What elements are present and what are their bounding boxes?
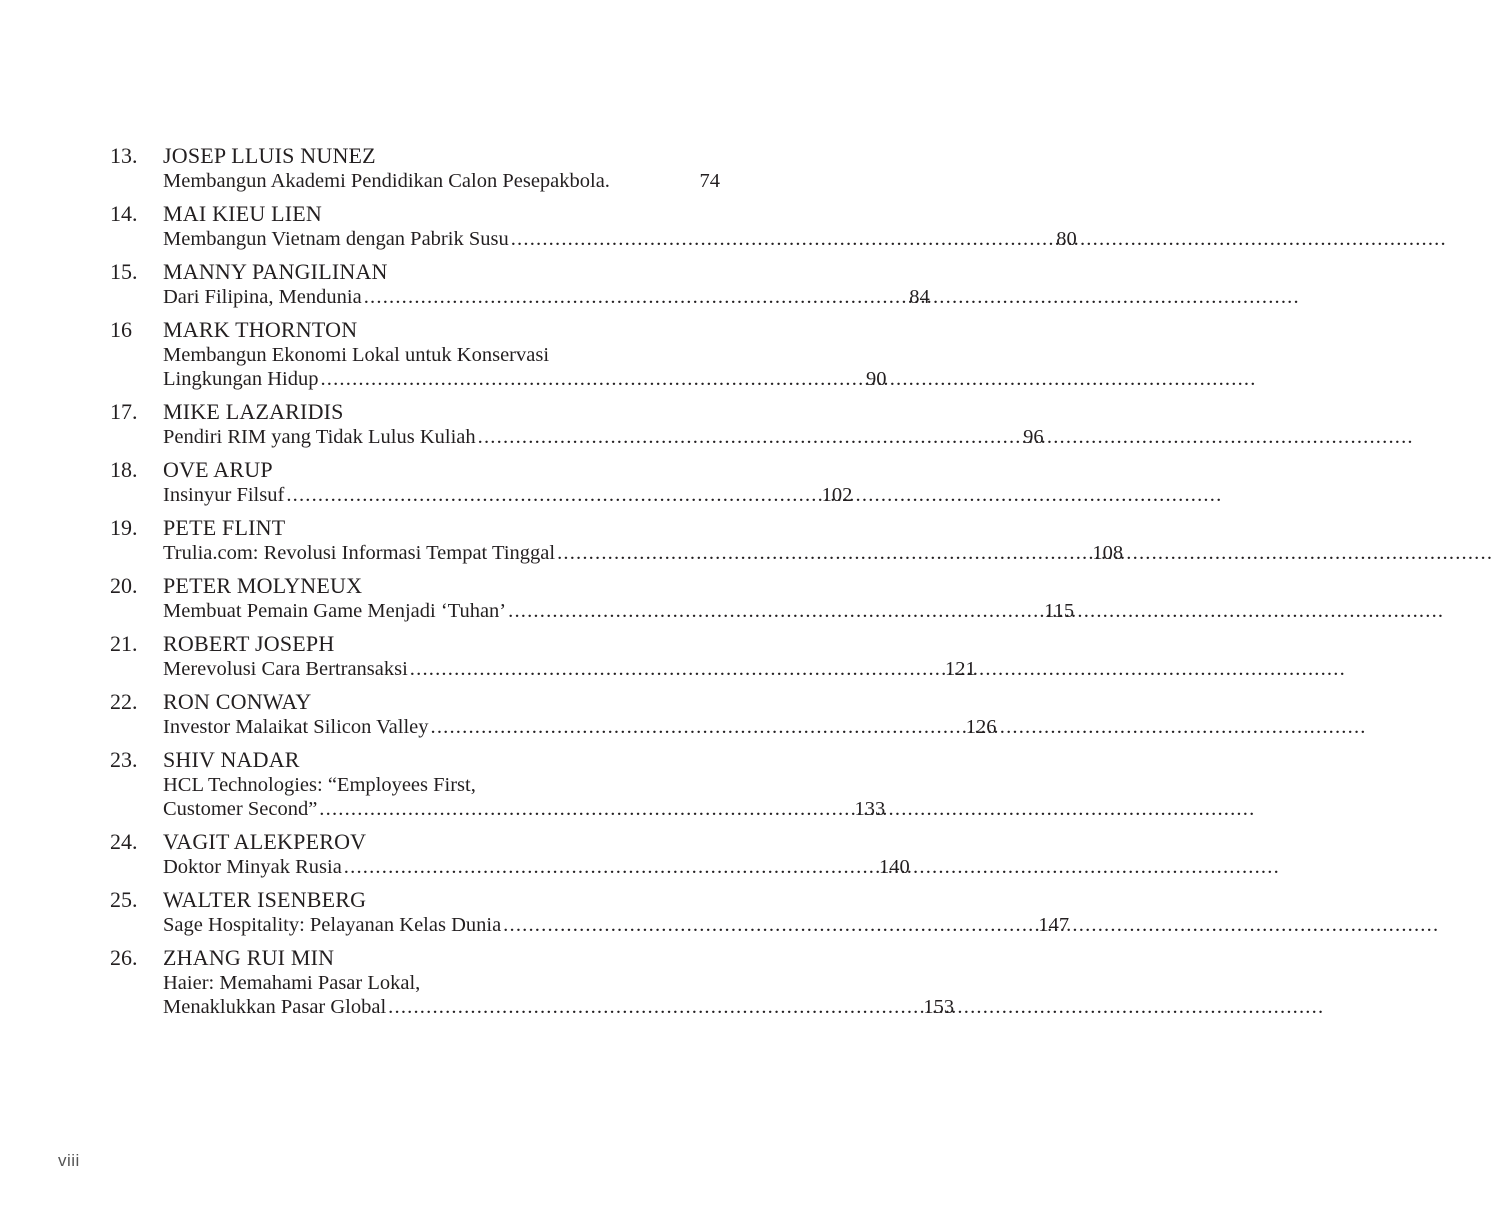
toc-entry[interactable]	[110, 631, 976, 681]
entry-number: 23.	[110, 747, 138, 772]
entry-name: MAI KIEU LIEN	[163, 201, 323, 226]
dot-leader	[511, 227, 1031, 251]
entry-name: MARK THORNTON	[163, 317, 358, 342]
dot-leader	[431, 715, 951, 739]
entry-subtitle-text: Dari Filipina, Mendunia	[163, 286, 362, 308]
entry-subtitle-line: Membangun Ekonomi Lokal untuk Konservasi	[163, 344, 550, 366]
entry-name: ZHANG RUI MIN	[163, 945, 335, 970]
entry-page-number: 121	[945, 658, 976, 680]
entry-number: 21.	[110, 631, 138, 656]
entry-subtitle-text: Pendiri RIM yang Tidak Lulus Kuliah	[163, 426, 476, 448]
entry-name: WALTER ISENBERG	[163, 887, 367, 912]
table-of-contents	[110, 143, 1124, 1027]
entry-subtitle-last-line	[163, 541, 1123, 565]
entry-subtitle-text: Doktor Minyak Rusia	[163, 856, 342, 878]
toc-entry[interactable]	[110, 945, 955, 1019]
entry-page-number: 115	[1044, 600, 1075, 622]
entry-subtitle-last-line	[163, 285, 930, 309]
toc-entry[interactable]	[110, 143, 720, 193]
entry-number: 22.	[110, 689, 138, 714]
dot-leader	[286, 483, 806, 507]
entry-subtitle-last-line	[163, 483, 852, 507]
entry-page-number: 153	[923, 996, 955, 1018]
entry-name: PETER MOLYNEUX	[163, 573, 363, 598]
entry-subtitle-text: Membangun Vietnam dengan Pabrik Susu	[163, 228, 509, 250]
entry-page-number: 140	[879, 856, 910, 878]
entry-subtitle-last-line	[163, 715, 997, 739]
dot-leader	[410, 657, 930, 681]
entry-number: 26.	[110, 945, 138, 970]
entry-number: 20.	[110, 573, 138, 598]
entry-name: PETE FLINT	[163, 515, 286, 540]
entry-subtitle-text: Insinyur Filsuf	[163, 484, 285, 506]
dot-leader	[320, 367, 840, 391]
dot-leader	[557, 541, 1077, 565]
entry-subtitle-line: Haier: Memahami Pasar Lokal,	[163, 972, 421, 994]
toc-entry[interactable]	[110, 747, 886, 821]
toc-entry[interactable]	[110, 259, 930, 309]
entry-number: 19.	[110, 515, 138, 540]
toc-entry[interactable]	[110, 515, 1124, 565]
entry-subtitle-text: Investor Malaikat Silicon Valley	[163, 716, 429, 738]
entry-number: 24.	[110, 829, 138, 854]
entry-subtitle-last-line	[163, 995, 954, 1019]
toc-entry[interactable]	[110, 201, 1077, 251]
entry-page-number: 96	[1023, 426, 1044, 448]
entry-number: 15.	[110, 259, 138, 284]
entry-subtitle-last-line	[163, 797, 885, 821]
entry-subtitle-last-line	[163, 169, 720, 193]
toc-entry[interactable]	[110, 829, 910, 879]
entry-subtitle-last-line	[163, 425, 1044, 449]
entry-subtitle-last-line	[163, 367, 886, 391]
dot-leader	[364, 285, 884, 309]
entry-name: OVE ARUP	[163, 457, 273, 482]
page-number: viii	[58, 1151, 80, 1170]
entry-number: 17.	[110, 399, 138, 424]
entry-page-number: 102	[821, 484, 853, 506]
entry-name: SHIV NADAR	[163, 747, 300, 772]
toc-entry[interactable]	[110, 399, 1044, 449]
entry-subtitle-last-line	[163, 227, 1077, 251]
dot-leader	[319, 797, 839, 821]
entry-page-number: 108	[1092, 542, 1124, 564]
dot-leader	[508, 599, 1028, 623]
entry-page-number: 147	[1038, 914, 1070, 936]
dot-leader	[478, 425, 998, 449]
toc-entry[interactable]	[110, 457, 853, 507]
entry-page-number: 126	[965, 716, 997, 738]
entry-name: MIKE LAZARIDIS	[163, 399, 344, 424]
entry-page-number: 90	[865, 368, 887, 390]
entry-subtitle-text: Membuat Pemain Game Menjadi ‘Tuhan’	[163, 600, 507, 622]
entry-name: JOSEP LLUIS NUNEZ	[163, 143, 376, 168]
entry-subtitle-text: Customer Second”	[163, 798, 318, 820]
entry-subtitle-text: Lingkungan Hidup	[163, 368, 319, 390]
entry-number: 16	[110, 317, 132, 342]
entry-subtitle-last-line	[163, 599, 1074, 623]
entry-subtitle-last-line	[163, 913, 1069, 937]
entry-number: 14.	[110, 201, 138, 226]
entry-subtitle-text: Merevolusi Cara Bertransaksi	[163, 658, 408, 680]
entry-subtitle-text: Trulia.com: Revolusi Informasi Tempat Tinggal	[163, 542, 556, 564]
entry-number: 13.	[110, 143, 138, 168]
dot-leader	[388, 995, 908, 1019]
entry-name: MANNY PANGILINAN	[163, 259, 388, 284]
entry-page-number: 80	[1056, 228, 1077, 250]
entry-subtitle-last-line	[163, 657, 976, 681]
entry-name: VAGIT ALEKPEROV	[163, 829, 367, 854]
entry-subtitle-text: Membangun Akademi Pendidikan Calon Pesepakbola.	[163, 170, 610, 192]
toc-entry[interactable]	[110, 317, 887, 391]
entry-number: 25.	[110, 887, 138, 912]
entry-subtitle-text: Sage Hospitality: Pelayanan Kelas Dunia	[163, 914, 502, 936]
entry-page-number: 74	[699, 170, 720, 192]
entry-subtitle-last-line	[163, 855, 910, 879]
entry-number: 18.	[110, 457, 138, 482]
dot-leader	[503, 913, 1023, 937]
entry-subtitle-text: Menaklukkan Pasar Global	[163, 996, 387, 1018]
toc-entry[interactable]	[110, 573, 1075, 623]
entry-name: ROBERT JOSEPH	[163, 631, 335, 656]
entry-page-number: 84	[909, 286, 930, 308]
entry-page-number: 133	[854, 798, 886, 820]
entry-subtitle-line: HCL Technologies: “Employees First,	[163, 774, 476, 796]
toc-entry[interactable]	[110, 689, 997, 739]
entry-name: RON CONWAY	[163, 689, 312, 714]
toc-entry[interactable]	[110, 887, 1070, 937]
dot-leader	[344, 855, 864, 879]
